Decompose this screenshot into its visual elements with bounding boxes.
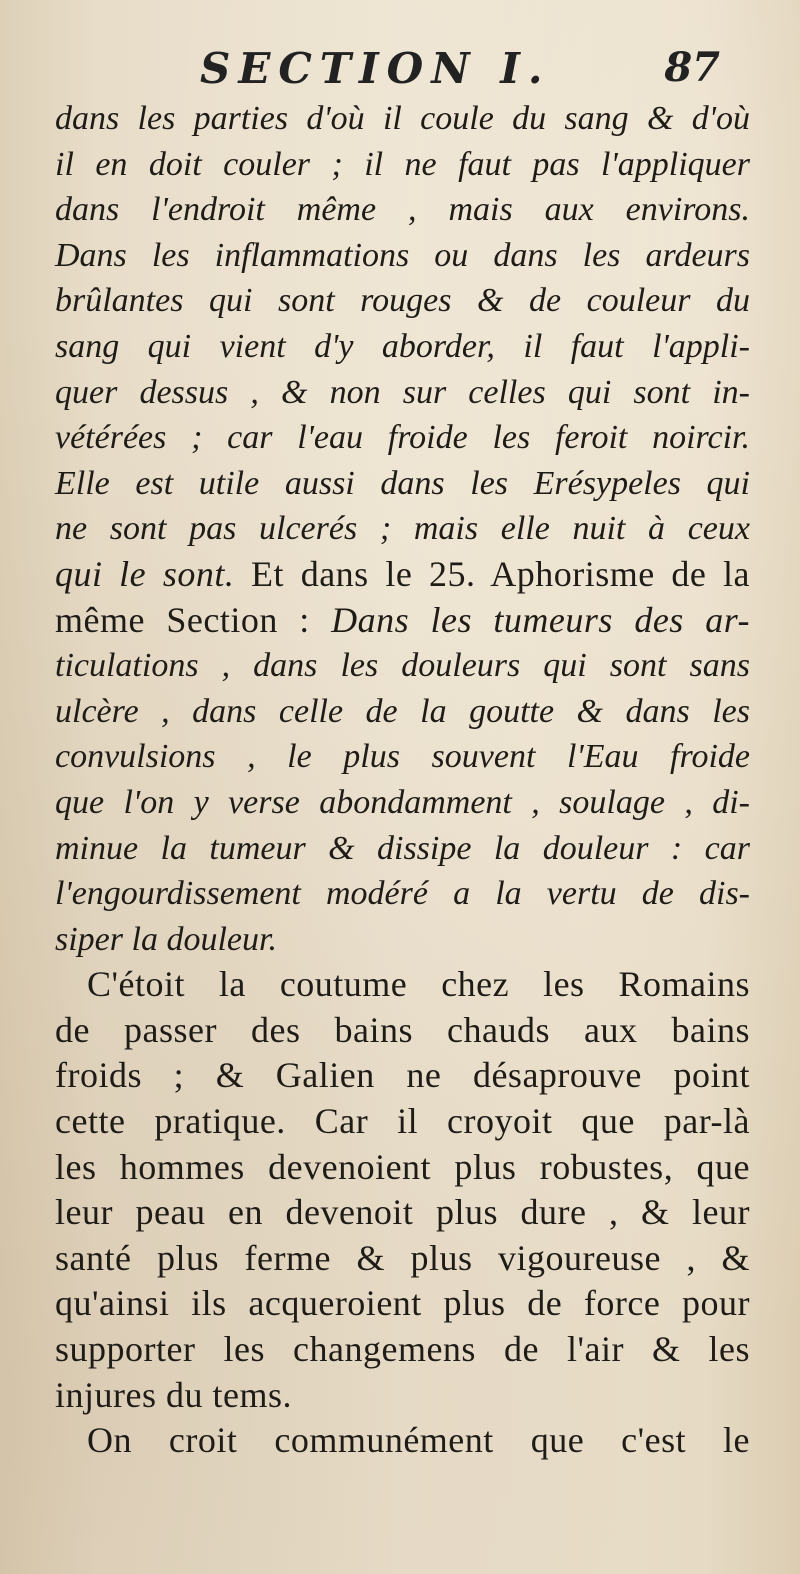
text-line: cette pratique. Car il croyoit que par-là: [55, 1101, 750, 1142]
text-line: froids ; & Galien ne désaprouve point: [55, 1055, 750, 1096]
italic-run: qui le sont.: [55, 553, 235, 594]
text-line: quer dessus , & non sur celles qui sont in-: [55, 373, 750, 411]
text-line: ne sont pas ulcerés ; mais elle nuit à ceux: [55, 510, 750, 548]
text-line: santé plus ferme & plus vigoureuse , &: [55, 1237, 750, 1278]
page-number: 87: [664, 44, 720, 91]
roman-paragraph: [55, 962, 750, 1464]
roman-run: Et dans le 25. Aphorisme de la: [234, 553, 750, 594]
text-line: supporter les changemens de l'air & les: [55, 1329, 750, 1370]
text-line: l'engourdissement modéré a la vertu de dis-: [55, 875, 750, 913]
text-line: On croit communément que c'est le: [87, 1420, 750, 1461]
text-line: brûlantes qui sont rouges & de couleur du: [55, 282, 750, 320]
text-line: dans l'endroit même , mais aux environs.: [55, 191, 750, 229]
text-line: il en doit couler ; il ne faut pas l'appliquer: [55, 145, 750, 183]
roman-run: même Section :: [55, 599, 332, 640]
text-line: Elle est utile aussi dans les Erésypeles qui: [55, 464, 750, 502]
text-line: qu'ainsi ils acqueroient plus de force pour: [55, 1283, 750, 1324]
text-line: convulsions , le plus souvent l'Eau froide: [55, 738, 750, 776]
italic-run: Dans les tumeurs des ar-: [331, 599, 750, 640]
text-line: Dans les inflammations ou dans les ardeurs: [55, 236, 750, 274]
text-line-mixed: [55, 552, 750, 598]
page-header: [200, 44, 720, 100]
text-line: ticulations , dans les douleurs qui sont sans: [55, 647, 750, 685]
running-head: SECTION I.: [200, 44, 551, 93]
italic-paragraph: [55, 96, 750, 552]
italic-paragraph-continued: [55, 643, 750, 962]
text-line: de passer des bains chauds aux bains: [55, 1009, 750, 1050]
text-line: que l'on y verse abondamment , soulage , di-: [55, 783, 750, 821]
text-line: leur peau en devenoit plus dure , & leur: [55, 1192, 750, 1233]
text-line-mixed: [55, 598, 750, 644]
text-line: C'étoit la coutume chez les Romains: [87, 964, 750, 1005]
text-line: vétérées ; car l'eau froide les feroit noircir.: [55, 419, 750, 457]
text-line: les hommes devenoient plus robustes, que: [55, 1146, 750, 1187]
text-line: ulcère , dans celle de la goutte & dans les: [55, 692, 750, 730]
text-line: sang qui vient d'y aborder, il faut l'appli-: [55, 327, 750, 365]
mixed-lines: [55, 552, 750, 643]
text-line: minue la tumeur & dissipe la douleur : car: [55, 829, 750, 867]
text-line: siper la douleur.: [55, 920, 277, 958]
body-text: [55, 96, 750, 1464]
text-line: dans les parties d'où il coule du sang & d'où: [55, 100, 750, 137]
text-line: injures du tems.: [55, 1374, 292, 1415]
